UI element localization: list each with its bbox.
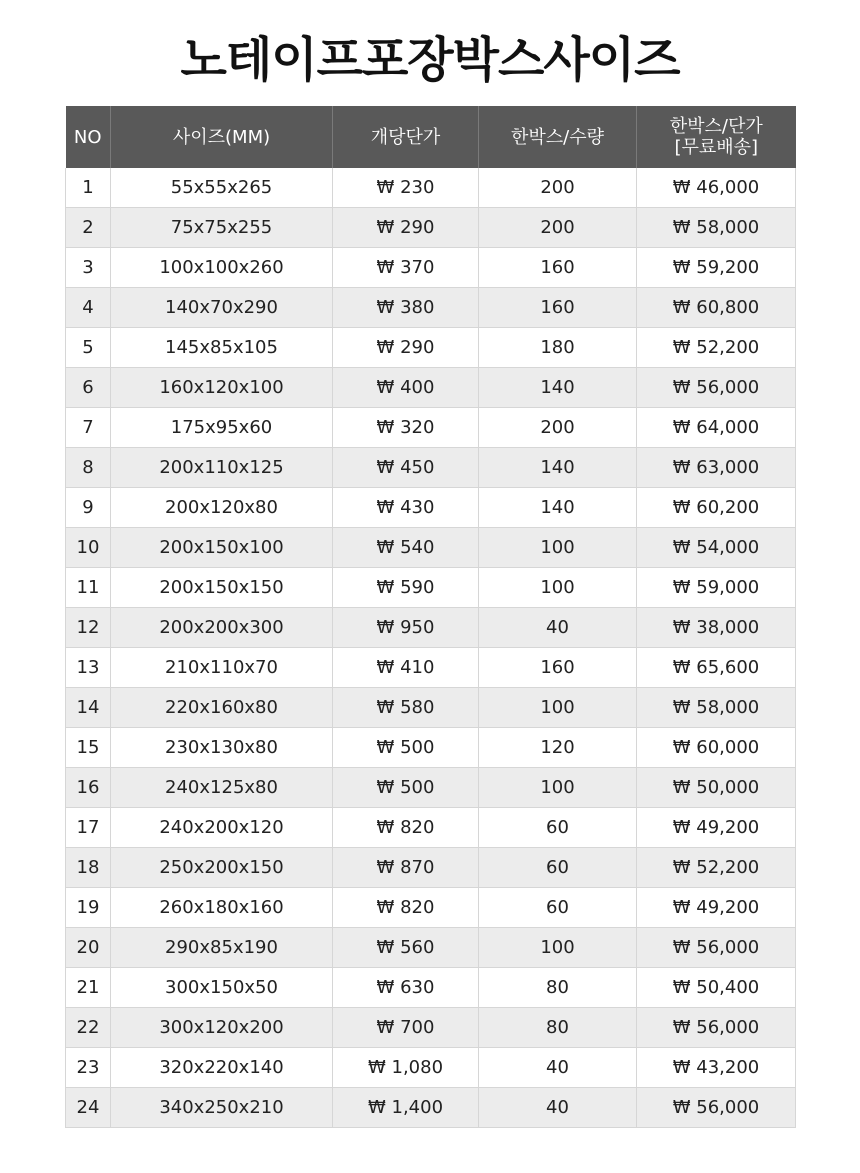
- cell-unit-price: ₩ 290: [333, 208, 479, 248]
- cell-no: 8: [66, 448, 111, 488]
- table-row: [66, 1088, 796, 1128]
- cell-box-qty: 140: [479, 488, 637, 528]
- cell-unit-price: ₩ 1,400: [333, 1088, 479, 1128]
- header-unit-price: 개당단가: [333, 106, 479, 168]
- cell-no: 22: [66, 1008, 111, 1048]
- cell-box-price: ₩ 56,000: [637, 368, 796, 408]
- table-row: [66, 808, 796, 848]
- cell-no: 9: [66, 488, 111, 528]
- cell-box-price: ₩ 49,200: [637, 888, 796, 928]
- cell-size: 200x110x125: [111, 448, 333, 488]
- table-row: [66, 1048, 796, 1088]
- cell-no: 20: [66, 928, 111, 968]
- cell-box-price: ₩ 64,000: [637, 408, 796, 448]
- cell-box-price: ₩ 49,200: [637, 808, 796, 848]
- cell-box-qty: 160: [479, 288, 637, 328]
- cell-size: 290x85x190: [111, 928, 333, 968]
- cell-box-qty: 100: [479, 568, 637, 608]
- cell-box-qty: 60: [479, 888, 637, 928]
- cell-size: 75x75x255: [111, 208, 333, 248]
- cell-no: 15: [66, 728, 111, 768]
- cell-box-qty: 100: [479, 688, 637, 728]
- cell-size: 320x220x140: [111, 1048, 333, 1088]
- cell-no: 6: [66, 368, 111, 408]
- table-row: [66, 448, 796, 488]
- cell-box-price: ₩ 50,400: [637, 968, 796, 1008]
- cell-unit-price: ₩ 430: [333, 488, 479, 528]
- cell-box-price: ₩ 46,000: [637, 168, 796, 208]
- header-no: NO: [66, 106, 111, 168]
- cell-box-qty: 200: [479, 168, 637, 208]
- cell-box-price: ₩ 56,000: [637, 1008, 796, 1048]
- cell-no: 10: [66, 528, 111, 568]
- cell-size: 200x120x80: [111, 488, 333, 528]
- table-row: [66, 168, 796, 208]
- cell-no: 7: [66, 408, 111, 448]
- cell-box-qty: 60: [479, 848, 637, 888]
- cell-size: 230x130x80: [111, 728, 333, 768]
- cell-unit-price: ₩ 580: [333, 688, 479, 728]
- table-row: [66, 888, 796, 928]
- cell-no: 19: [66, 888, 111, 928]
- cell-no: 1: [66, 168, 111, 208]
- cell-no: 24: [66, 1088, 111, 1128]
- cell-no: 13: [66, 648, 111, 688]
- cell-box-price: ₩ 59,200: [637, 248, 796, 288]
- cell-unit-price: ₩ 410: [333, 648, 479, 688]
- cell-box-qty: 160: [479, 248, 637, 288]
- cell-no: 4: [66, 288, 111, 328]
- cell-unit-price: ₩ 590: [333, 568, 479, 608]
- cell-size: 175x95x60: [111, 408, 333, 448]
- cell-box-price: ₩ 65,600: [637, 648, 796, 688]
- cell-box-qty: 80: [479, 1008, 637, 1048]
- cell-no: 18: [66, 848, 111, 888]
- cell-unit-price: ₩ 560: [333, 928, 479, 968]
- cell-size: 300x150x50: [111, 968, 333, 1008]
- cell-box-price: ₩ 58,000: [637, 208, 796, 248]
- price-table: [65, 106, 796, 1128]
- header-box-price: [637, 106, 796, 168]
- cell-no: 17: [66, 808, 111, 848]
- header-box-price-line2: [무료배송]: [674, 137, 759, 158]
- cell-unit-price: ₩ 380: [333, 288, 479, 328]
- cell-unit-price: ₩ 500: [333, 768, 479, 808]
- cell-size: 260x180x160: [111, 888, 333, 928]
- cell-size: 250x200x150: [111, 848, 333, 888]
- cell-size: 200x150x100: [111, 528, 333, 568]
- header-row: [66, 106, 796, 168]
- table-row: [66, 928, 796, 968]
- table-row: [66, 728, 796, 768]
- table-row: [66, 488, 796, 528]
- cell-no: 12: [66, 608, 111, 648]
- table-row: [66, 608, 796, 648]
- table-row: [66, 968, 796, 1008]
- cell-box-qty: 100: [479, 528, 637, 568]
- table-row: [66, 848, 796, 888]
- cell-no: 23: [66, 1048, 111, 1088]
- cell-box-qty: 120: [479, 728, 637, 768]
- table-row: [66, 208, 796, 248]
- cell-box-price: ₩ 52,200: [637, 848, 796, 888]
- cell-box-price: ₩ 58,000: [637, 688, 796, 728]
- cell-box-price: ₩ 59,000: [637, 568, 796, 608]
- cell-unit-price: ₩ 450: [333, 448, 479, 488]
- cell-box-price: ₩ 52,200: [637, 328, 796, 368]
- cell-no: 2: [66, 208, 111, 248]
- cell-size: 300x120x200: [111, 1008, 333, 1048]
- table-row: [66, 768, 796, 808]
- cell-box-price: ₩ 50,000: [637, 768, 796, 808]
- cell-size: 240x125x80: [111, 768, 333, 808]
- cell-size: 145x85x105: [111, 328, 333, 368]
- cell-size: 210x110x70: [111, 648, 333, 688]
- table-row: [66, 648, 796, 688]
- cell-no: 3: [66, 248, 111, 288]
- cell-no: 21: [66, 968, 111, 1008]
- cell-box-qty: 40: [479, 1088, 637, 1128]
- cell-size: 200x200x300: [111, 608, 333, 648]
- header-box-qty: 한박스/수량: [479, 106, 637, 168]
- table-row: [66, 688, 796, 728]
- header-box-price-line1: 한박스/단가: [669, 116, 763, 137]
- table-row: [66, 1008, 796, 1048]
- page-title: 노테이프포장박스사이즈: [180, 32, 680, 88]
- cell-unit-price: ₩ 820: [333, 888, 479, 928]
- cell-size: 240x200x120: [111, 808, 333, 848]
- cell-box-price: ₩ 43,200: [637, 1048, 796, 1088]
- cell-unit-price: ₩ 320: [333, 408, 479, 448]
- cell-no: 5: [66, 328, 111, 368]
- cell-box-price: ₩ 63,000: [637, 448, 796, 488]
- cell-box-qty: 60: [479, 808, 637, 848]
- cell-size: 140x70x290: [111, 288, 333, 328]
- cell-unit-price: ₩ 700: [333, 1008, 479, 1048]
- table-row: [66, 408, 796, 448]
- cell-unit-price: ₩ 870: [333, 848, 479, 888]
- cell-box-price: ₩ 38,000: [637, 608, 796, 648]
- table-row: [66, 328, 796, 368]
- table-row: [66, 288, 796, 328]
- cell-unit-price: ₩ 950: [333, 608, 479, 648]
- cell-box-qty: 40: [479, 1048, 637, 1088]
- cell-size: 200x150x150: [111, 568, 333, 608]
- cell-box-qty: 40: [479, 608, 637, 648]
- cell-no: 14: [66, 688, 111, 728]
- cell-box-qty: 200: [479, 408, 637, 448]
- cell-unit-price: ₩ 630: [333, 968, 479, 1008]
- cell-box-price: ₩ 56,000: [637, 928, 796, 968]
- cell-unit-price: ₩ 290: [333, 328, 479, 368]
- cell-box-price: ₩ 60,200: [637, 488, 796, 528]
- cell-box-qty: 100: [479, 768, 637, 808]
- cell-box-price: ₩ 60,800: [637, 288, 796, 328]
- cell-unit-price: ₩ 400: [333, 368, 479, 408]
- table-row: [66, 568, 796, 608]
- cell-unit-price: ₩ 1,080: [333, 1048, 479, 1088]
- cell-box-qty: 100: [479, 928, 637, 968]
- cell-size: 340x250x210: [111, 1088, 333, 1128]
- cell-unit-price: ₩ 820: [333, 808, 479, 848]
- cell-unit-price: ₩ 370: [333, 248, 479, 288]
- table-row: [66, 248, 796, 288]
- table-body: [66, 168, 796, 1128]
- cell-box-price: ₩ 56,000: [637, 1088, 796, 1128]
- cell-box-qty: 160: [479, 648, 637, 688]
- header-size: 사이즈(MM): [111, 106, 333, 168]
- cell-size: 100x100x260: [111, 248, 333, 288]
- cell-box-qty: 200: [479, 208, 637, 248]
- cell-unit-price: ₩ 500: [333, 728, 479, 768]
- cell-unit-price: ₩ 230: [333, 168, 479, 208]
- table-row: [66, 368, 796, 408]
- cell-box-price: ₩ 54,000: [637, 528, 796, 568]
- cell-box-qty: 80: [479, 968, 637, 1008]
- cell-unit-price: ₩ 540: [333, 528, 479, 568]
- cell-size: 55x55x265: [111, 168, 333, 208]
- cell-size: 160x120x100: [111, 368, 333, 408]
- table-row: [66, 528, 796, 568]
- cell-box-qty: 140: [479, 368, 637, 408]
- cell-no: 16: [66, 768, 111, 808]
- cell-box-qty: 180: [479, 328, 637, 368]
- cell-size: 220x160x80: [111, 688, 333, 728]
- cell-no: 11: [66, 568, 111, 608]
- cell-box-qty: 140: [479, 448, 637, 488]
- cell-box-price: ₩ 60,000: [637, 728, 796, 768]
- table-header: [66, 106, 796, 168]
